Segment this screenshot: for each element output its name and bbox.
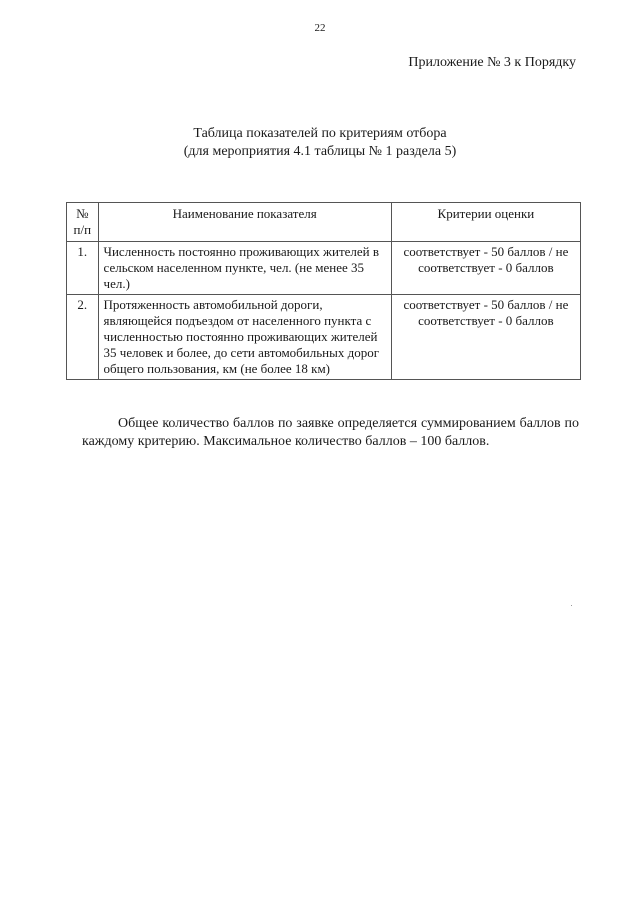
row-criteria: соответствует - 50 баллов / не соответствует - 0 баллов [391, 242, 580, 295]
row-name: Протяженность автомобильной дороги, являющейся подъездом от населенного пункта с численностью постоянно проживающих жителей 35 человек и более, до сети автомобильных дорог общего пользования, км (не более 18 км) [98, 295, 391, 380]
table-title [0, 125, 640, 161]
table-row [67, 242, 581, 295]
header-name: Наименование показателя [98, 203, 391, 242]
row-num: 1. [67, 242, 99, 295]
header-num: № п/п [67, 203, 99, 242]
appendix-label: Приложение № 3 к Порядку [408, 55, 576, 70]
summary-paragraph: Общее количество баллов по заявке определяется суммированием баллов по каждому критерию. Максимальное количество баллов – 100 баллов. [82, 416, 579, 449]
table-title-line-2: (для мероприятия 4.1 таблицы № 1 раздела 5) [183, 144, 457, 159]
page-number: 22 [314, 22, 326, 34]
row-num: 2. [67, 295, 99, 380]
table-header-row [67, 203, 581, 242]
table-row [67, 295, 581, 380]
scan-speck [571, 605, 572, 606]
row-name: Численность постоянно проживающих жителей в сельском населенном пункте, чел. (не менее 35 чел.) [98, 242, 391, 295]
table-title-line-1: Таблица показателей по критериям отбора [193, 126, 447, 141]
header-criteria: Критерии оценки [391, 203, 580, 242]
row-criteria: соответствует - 50 баллов / не соответствует - 0 баллов [391, 295, 580, 380]
criteria-table [66, 202, 581, 380]
